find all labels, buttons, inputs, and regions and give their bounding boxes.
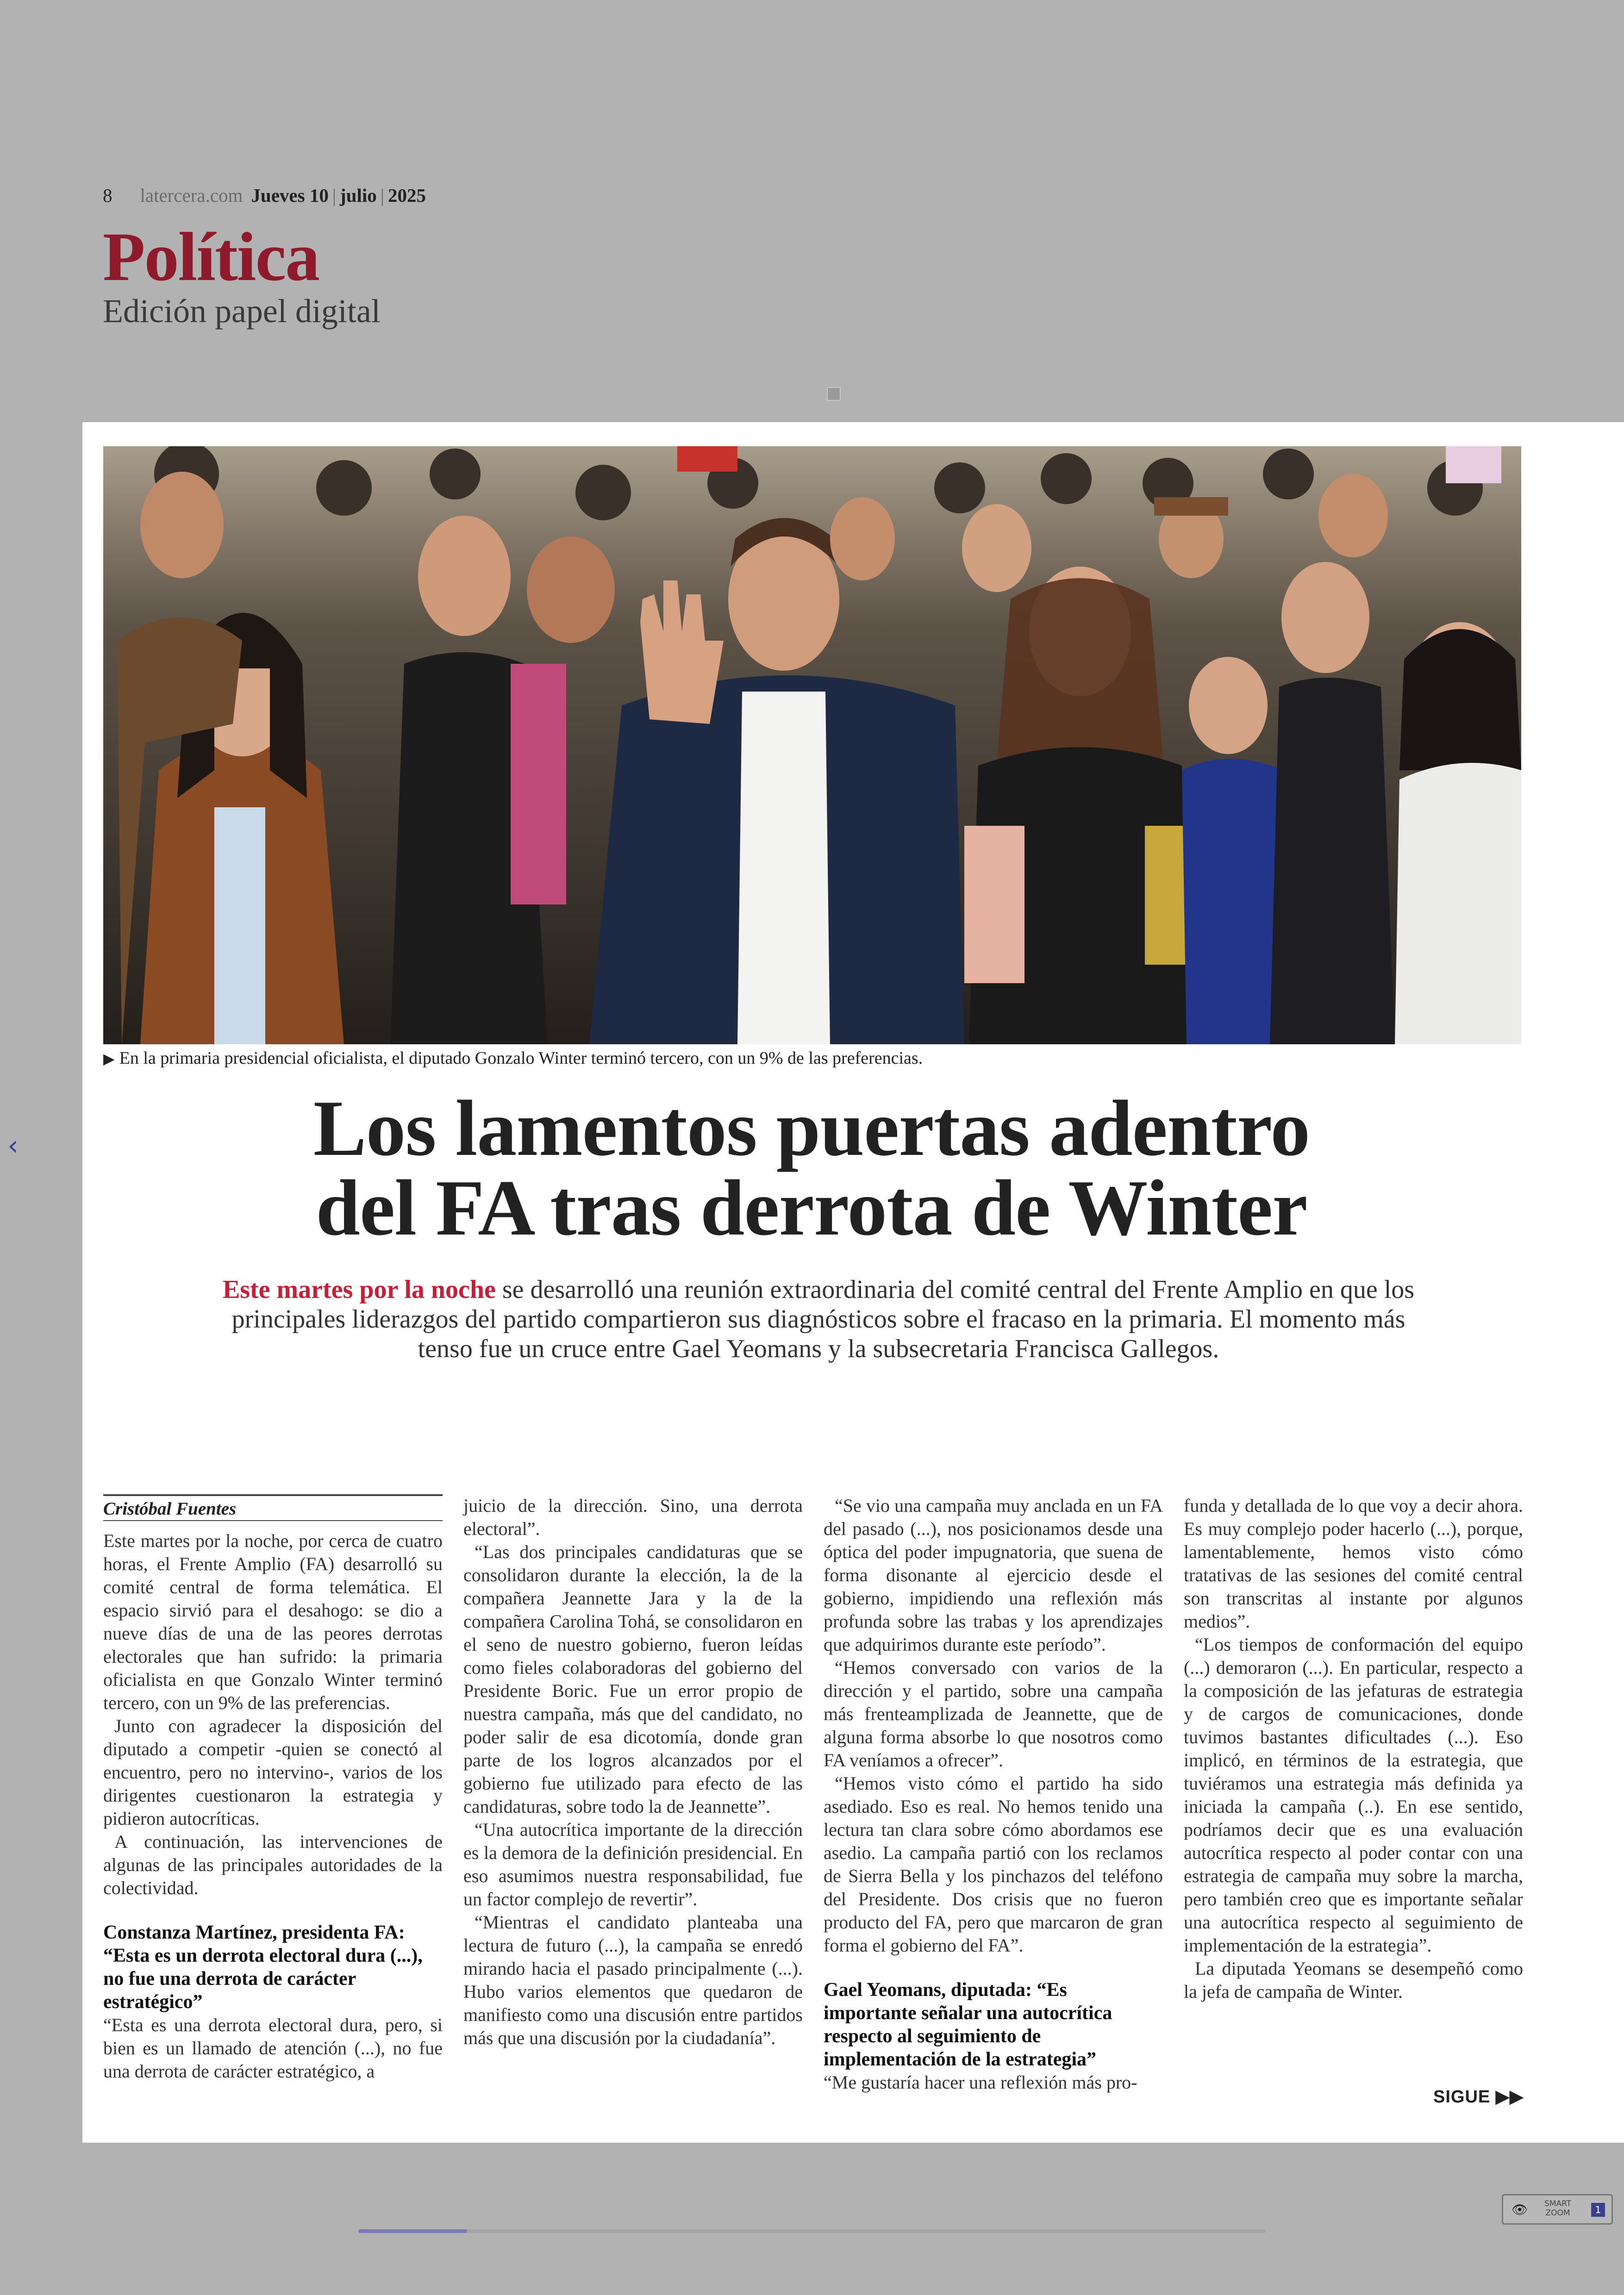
photo-caption <box>103 1048 923 1068</box>
paragraph: funda y detallada de lo que voy a decir ahora. Es muy complejo poder hacerlo (...), porque, lamentablemente, hemos visto cómo tratativas de las sesiones del comité central son transcritas al instante por algunos medios”. <box>1184 1495 1523 1632</box>
masthead-day: Jueves 10 <box>251 185 329 206</box>
lead-highlight: Este martes por la noche <box>222 1275 496 1304</box>
prev-page-icon[interactable]: ‹ <box>7 1129 19 1162</box>
lead-text: se desarrolló una reunión extraordinaria del comité central del Frente Amplio en que los principales liderazgos del partido compartieron sus diagnósticos sobre el fracaso en la primaria. El momento más tenso fue un cruce entre Gael Yeomans y la subsecretaria Francisca Gallegos. <box>231 1275 1415 1363</box>
article-headline <box>82 1085 1541 1252</box>
paragraph: “Me gustaría hacer una reflexión más pro- <box>824 2072 1137 2093</box>
paragraph: Este martes por la noche, por cerca de cuatro horas, el Frente Amplio (FA) desarrolló su comité central de forma telemática. El espacio sirvió para el desahogo: se dio a nueve días de una de las peores derrotas electorales que han sufrido: la primaria oficialista en que Gonzalo Winter terminó tercero, con un 9% de las preferencias. <box>103 1530 443 1713</box>
subhead-yeomans: Gael Yeomans, diputada: “Es importante señalar una autocrítica respecto al seguimiento de implementación de la estrategia” <box>824 1979 1112 2070</box>
smart-zoom-button[interactable] <box>1502 2194 1613 2225</box>
paragraph: “Una autocrítica importante de la dirección es la demora de la definición presidencial. En eso asumimos nuestra responsabilidad, fue un factor complejo de revertir”. <box>463 1819 803 1909</box>
article-photo <box>103 446 1521 1044</box>
page-number: 8 <box>103 185 112 206</box>
article-column-3 <box>824 1494 1163 2094</box>
paragraph: A continuación, las intervenciones de algunas de las principales autoridades de la colectividad. <box>103 1831 443 1898</box>
masthead: 8 latercera.com Jueves 10 | julio | 2025 <box>103 185 426 206</box>
article-lead <box>221 1275 1416 1364</box>
paragraph: La diputada Yeomans se desempeñó como la jefa de campaña de Winter. <box>1184 1958 1523 2002</box>
caption-triangle-icon: ▶ <box>103 1050 115 1067</box>
headline-line-2: del FA tras derrota de Winter <box>316 1164 1307 1252</box>
section-title: Política <box>103 218 319 295</box>
byline: Cristóbal Fuentes <box>103 1494 443 1521</box>
paragraph: “Esta es una derrota electoral dura, pero, si bien es un llamado de atención (...), no fue una derrota de carácter estratégico, a <box>103 2014 443 2082</box>
article-column-2 <box>463 1494 803 2050</box>
headline-line-1: Los lamentos puertas adentro <box>313 1085 1310 1172</box>
newspaper-page <box>82 422 1624 2143</box>
paragraph: “Hemos visto cómo el partido ha sido asediado. Eso es real. No hemos tenido una lectura tan clara sobre cómo abordamos ese asedio. La campaña partió con los reclamos de Sierra Bella y los pinchazos del teléfono del Presidente. Dos crisis que no fueron producto del FA, pero que marcaron de gran forma el gobierno del FA”. <box>824 1773 1163 1956</box>
paragraph: “Hemos conversado con varios de la dirección y el partido, sobre una campaña más frenteamplizada de Jeannette, que de alguna forma absorbe lo que nosotros como FA veníamos a ofrecer”. <box>824 1657 1163 1771</box>
subhead-martinez: Constanza Martínez, presidenta FA: “Esta es un derrota electoral dura (...), no fue una derrota de carácter estratégico” <box>103 1922 423 2013</box>
masthead-month: julio <box>340 185 377 206</box>
paragraph: Junto con agradecer la disposición del diputado a competir -quien se conectó al encuentro, pero no intervino-, varios de los dirigentes cuestionaron la estrategia y pidieron autocríticas. <box>103 1715 443 1829</box>
paragraph: “Los tiempos de conformación del equipo (...) demoraron (...). En particular, respecto a la composición de las jefaturas de estrategia y de cargos de comunicaciones, donde tuvimos bastantes dificultades (...). Eso implicó, en términos de la estrategia, que tuviéramos una estrategia más definida ya iniciada la campaña (..). En ese sentido, podríamos decir que es una evaluación autocrítica respecto al poder contar con una estrategia de campaña muy sobre la marcha, pero también creo que es importante señalar una autocrítica respecto al seguimiento de implementación de la estrategia”. <box>1184 1634 1523 1956</box>
site-name: latercera.com <box>140 185 243 206</box>
article-column-1 <box>103 1494 443 2083</box>
smart-zoom-count: 1 <box>1591 2203 1605 2217</box>
page-marker-icon[interactable] <box>827 387 841 401</box>
section-subtitle: Edición papel digital <box>103 293 381 330</box>
paragraph: “Mientras el candidato planteaba una lectura de futuro (...), la campaña se enredó mirando hacia el pasado principalmente (...). Hubo varios elementos que quedaron de manifiesto como una discusión entre partidos más que una discusión por la ciudadanía”. <box>463 1912 803 2048</box>
page-progress-bar[interactable] <box>358 2229 1266 2233</box>
photo-caption-text: En la primaria presidencial oficialista, el diputado Gonzalo Winter terminó tercero, con un 9% de las preferencias. <box>119 1048 923 1068</box>
paragraph: “Se vio una campaña muy anclada en un FA del pasado (...), nos posicionamos desde una óptica del poder impugnatoria, que suena de forma disonante al ejercicio desde el gobierno, impidiendo una reflexión más profunda sobre las trabas y los aprendizajes que adquirimos durante este período”. <box>824 1495 1163 1655</box>
article-column-4 <box>1184 1494 1523 2003</box>
paragraph: juicio de la dirección. Sino, una derrota electoral”. <box>463 1495 803 1539</box>
continue-label: SIGUE ▶▶ <box>1433 2087 1524 2107</box>
eye-icon: 👁 <box>1512 2202 1528 2217</box>
paragraph: “Las dos principales candidaturas que se consolidaron durante la elección, la de la compañera Jeannette Jara y la de la compañera Carolina Tohá, se consolidaron en el seno de nuestro gobierno, fueron leídas como fieles colaboradoras del gobierno del Presidente Boric. Fue un error propio de nuestra campaña, más que del candidato, no poder salir de esa dicotomía, donde gran parte de los logros alcanzados por el gobierno fue utilizado para efecto de las candidaturas, sobre todo la de Jeannette”. <box>463 1541 803 1817</box>
masthead-year: 2025 <box>388 185 426 206</box>
page-progress-fill <box>358 2229 467 2233</box>
smart-zoom-label: SMART ZOOM <box>1544 2199 1572 2218</box>
